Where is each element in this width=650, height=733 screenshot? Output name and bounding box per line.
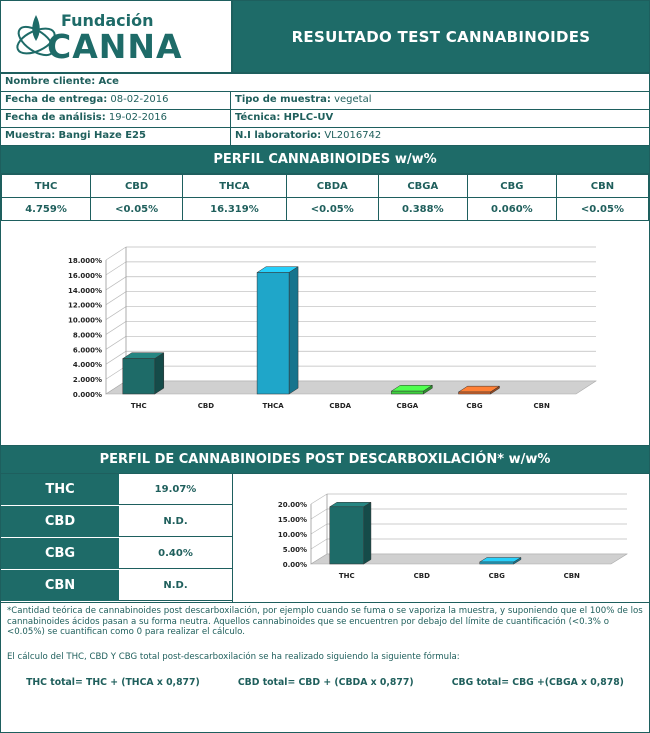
x-tick-label: CBD (413, 572, 430, 580)
x-tick-label: CBN (563, 572, 580, 580)
x-tick-label: THC (338, 572, 355, 580)
profile-header: THC (2, 175, 91, 198)
x-tick-label: CBD (197, 402, 215, 410)
footnote: *Cantidad teórica de cannabinoides post descarboxilación, por ejemplo cuando se fuma o se vaporiza la muestra, y suponiendo que el 100% de los cannabinoides ácidos pasan a su forma neutra. Aquellos cannabinoides que se encuentren por debajo del límite de cuantificación (<0.3% o <0.05%) se cuantifican como 0 para realizar el cálculo. (7, 606, 643, 638)
profile-value-row (2, 198, 649, 221)
delivery-value: 08-02-2016 (110, 94, 169, 105)
y-tick-label: 6.000% (72, 346, 102, 355)
y-tick-label: 5.00% (282, 546, 307, 554)
y-tick-label: 20.00% (277, 501, 307, 509)
gridline (311, 509, 327, 519)
y-tick-label: 0.000% (72, 391, 102, 399)
gridline (106, 277, 126, 290)
post-section (1, 474, 649, 603)
client-cell (1, 74, 649, 91)
delivery-cell (1, 92, 231, 109)
profile-value: 0.388% (378, 198, 467, 221)
report-title: RESULTADO TEST CANNABINOIDES (233, 1, 649, 72)
profile-header: CBGA (378, 175, 467, 198)
x-tick-label: THC (130, 402, 147, 410)
x-tick-label: CBDA (329, 402, 352, 410)
bar-thc (330, 507, 364, 564)
profile-chart-container (1, 221, 649, 446)
post-key: CBN (1, 570, 119, 601)
formula-row (7, 677, 643, 689)
sample-cell (1, 128, 231, 145)
x-tick-label: CBG (488, 572, 505, 580)
bar-cbga (391, 391, 423, 394)
gridline (106, 321, 126, 334)
bar-cbg (459, 392, 491, 394)
profile-header-row (2, 175, 649, 198)
info-row-analysis (1, 110, 649, 128)
post-row-cbd (1, 506, 232, 538)
post-row-cbn (1, 570, 232, 602)
formula-intro: El cálculo del THC, CBD Y CBG total post-descarboxilación se ha realizado siguiendo la siguiente fórmula: (7, 652, 460, 663)
y-tick-label: 2.000% (72, 376, 102, 385)
x-tick-label: CBGA (396, 402, 419, 410)
bar-thc (123, 359, 155, 394)
lab-label: N.I laboratorio: (235, 130, 322, 141)
profile-header: THCA (183, 175, 287, 198)
post-row-cbg (1, 538, 232, 570)
formula-cbd: CBD total= CBD + (CBDA x 0,877) (237, 676, 414, 688)
logo-text-fundacion: Fundación (61, 11, 154, 30)
y-tick-label: 8.000% (72, 331, 102, 340)
y-tick-label: 10.00% (277, 531, 307, 539)
delivery-label: Fecha de entrega: (5, 94, 108, 105)
bar-thc-side (155, 353, 164, 394)
y-tick-label: 14.000% (67, 286, 102, 295)
analysis-value: 19-02-2016 (108, 112, 168, 123)
sample-value: Bangi Haze E25 (58, 130, 146, 141)
bar-thc-side (364, 502, 371, 564)
formula-thc: THC total= THC + (THCA x 0,877) (26, 676, 200, 688)
post-table (1, 474, 233, 602)
y-tick-label: 18.000% (67, 257, 102, 265)
fundacion-canna-logo (1, 1, 233, 72)
x-tick-label: THCA (262, 402, 284, 410)
post-chart-container (233, 474, 649, 602)
formula-cbg: CBG total= CBG +(CBGA x 0,878) (451, 676, 624, 688)
notes-section (1, 603, 649, 692)
info-row-delivery (1, 92, 649, 110)
technique-value: HPLC-UV (283, 112, 334, 123)
post-title: PERFIL DE CANNABINOIDES POST DESCARBOXILACIÓN* w/w% (1, 446, 649, 474)
profile-value: <0.05% (91, 198, 183, 221)
post-key: CBD (1, 506, 119, 537)
gridline (106, 262, 126, 275)
y-tick-label: 10.000% (67, 316, 102, 325)
sample-label: Muestra: (5, 130, 56, 141)
lab-cell (231, 128, 385, 145)
post-value: N.D. (119, 506, 232, 537)
gridline (106, 247, 126, 260)
post-row-thc (1, 474, 232, 506)
post-value: N.D. (119, 570, 232, 601)
y-tick-label: 12.000% (67, 301, 102, 310)
report-header (1, 1, 649, 74)
profile-value: 16.319% (183, 198, 287, 221)
analysis-cell (1, 110, 231, 127)
profile-title: PERFIL CANNABINOIDES w/w% (1, 146, 649, 174)
x-tick-label: CBN (533, 402, 550, 410)
post-key: CBG (1, 538, 119, 569)
post-key: THC (1, 474, 119, 505)
sample-type-cell (231, 92, 376, 109)
x-tick-label: CBG (466, 402, 483, 410)
client-label: Nombre cliente: (5, 76, 96, 87)
logo-text-canna: CANNA (47, 27, 183, 66)
y-tick-label: 16.000% (67, 271, 102, 280)
client-value: Ace (98, 76, 119, 87)
bar-thca (257, 273, 289, 394)
info-row-sample (1, 128, 649, 146)
profile-value: 0.060% (467, 198, 556, 221)
y-tick-label: 0.00% (282, 561, 307, 569)
analysis-label: Fecha de análisis: (5, 112, 106, 123)
profile-table (1, 174, 649, 221)
profile-value: 4.759% (2, 198, 91, 221)
sample-type-label: Tipo de muestra: (235, 94, 331, 105)
profile-header: CBD (91, 175, 183, 198)
sample-type-value: vegetal (334, 94, 372, 105)
gridline (311, 524, 327, 534)
gridline (311, 539, 327, 549)
y-tick-label: 15.00% (277, 516, 307, 524)
technique-cell (231, 110, 337, 127)
post-bar-chart (233, 474, 649, 603)
profile-bar-chart (1, 221, 649, 446)
post-value: 0.40% (119, 538, 232, 569)
profile-value: <0.05% (286, 198, 378, 221)
gridline (311, 494, 327, 504)
info-row-client (1, 74, 649, 92)
profile-header: CBDA (286, 175, 378, 198)
gridline (106, 292, 126, 305)
gridline (106, 307, 126, 320)
y-tick-label: 4.000% (72, 361, 102, 370)
profile-header: CBN (556, 175, 648, 198)
profile-value: <0.05% (556, 198, 648, 221)
gridline (106, 336, 126, 349)
lab-value: VL2016742 (324, 130, 382, 141)
chart-floor (106, 381, 596, 394)
bar-cbg (480, 562, 514, 564)
profile-header: CBG (467, 175, 556, 198)
post-value: 19.07% (119, 474, 232, 505)
bar-thca-side (289, 267, 298, 394)
technique-label: Técnica: (235, 112, 281, 123)
